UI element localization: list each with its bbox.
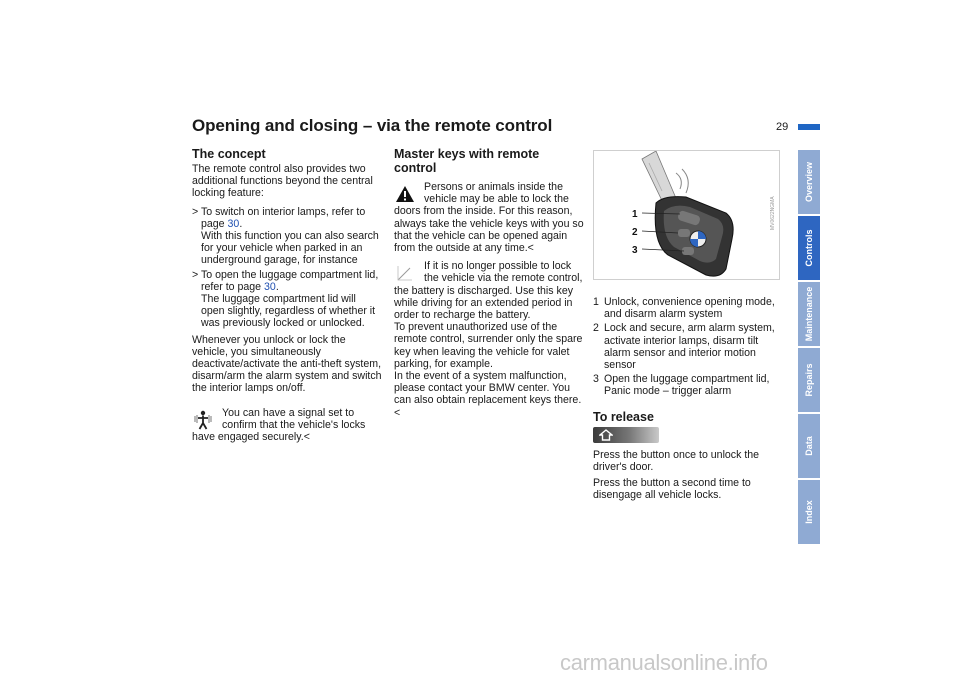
- page-number: 29: [776, 121, 789, 133]
- list-item: [593, 296, 783, 320]
- release-paragraph-2: Press the button a second time to disengage all vehicle locks.: [593, 477, 751, 502]
- tab-index[interactable]: [798, 480, 820, 544]
- tab-label: Maintenance: [804, 286, 814, 342]
- master-keys-heading: Master keys with remote control: [394, 147, 540, 175]
- note-text: You can have a signal set to confirm that the vehicle's locks have engaged securely.<: [192, 406, 366, 444]
- tab-label: Controls: [804, 229, 814, 267]
- house-arrow-icon: [599, 429, 613, 441]
- page-link[interactable]: 30: [227, 217, 240, 230]
- warning-block: [394, 181, 584, 254]
- warning-text: Persons or animals inside the vehicle may be able to lock the doors from the inside. For this reason, always take the vehicle keys with you so that the vehicle can be opened again from the outside at any time.<: [394, 181, 584, 255]
- warning-icon: [394, 183, 416, 205]
- tab-repairs[interactable]: [798, 348, 820, 412]
- list-marker: >: [192, 205, 199, 218]
- note-text: To prevent unauthorized use of the remote control, surrender only the spare key when leaving the vehicle for valet parking, for example.: [394, 321, 583, 370]
- concept-intro: The remote control also provides two additional functions beyond the central locking feature:: [192, 163, 373, 200]
- tab-label: Data: [804, 436, 814, 456]
- item-number: 1: [593, 296, 599, 308]
- release-paragraph-1: Press the button once to unlock the driver's door.: [593, 448, 760, 473]
- list-item: [192, 206, 382, 267]
- item-number: 2: [593, 322, 599, 335]
- master-keys-section: [394, 147, 584, 419]
- item-text: Unlock, convenience opening mode, and disarm alarm system: [604, 296, 775, 321]
- list-subtext: The luggage compartment lid will open slightly, regardless of whether it was previously locked or unlocked.: [201, 293, 376, 330]
- release-heading: To release: [593, 409, 654, 424]
- note-block: [192, 407, 382, 444]
- photo-id: MV0622NGMA: [770, 196, 776, 230]
- callout-1: 1: [632, 209, 638, 220]
- list-item: [593, 373, 783, 397]
- list-text: To open the luggage compartment lid, refer to page: [201, 268, 379, 293]
- unlock-button-symbol: [593, 427, 659, 443]
- list-item: [192, 269, 382, 330]
- watermark: carmanualsonline.info: [560, 650, 768, 675]
- tab-maintenance[interactable]: [798, 282, 820, 346]
- figure-legend: [593, 296, 783, 507]
- item-text: Open the luggage compartment lid, Panic mode – trigger alarm: [604, 373, 770, 398]
- note-block: [394, 260, 584, 419]
- tab-label: Repairs: [804, 363, 814, 397]
- concept-heading: The concept: [192, 147, 266, 161]
- tab-label: Index: [804, 500, 814, 524]
- list-text: To switch on interior lamps, refer to page: [201, 205, 366, 230]
- list-marker: >: [192, 268, 199, 281]
- pencil-note-icon: [394, 262, 416, 284]
- list-text-end: .: [239, 217, 243, 230]
- tab-controls[interactable]: [798, 216, 820, 280]
- callout-3: 3: [632, 245, 638, 256]
- list-item: [593, 322, 783, 371]
- chapter-tabs: [798, 150, 820, 546]
- person-icon: [192, 409, 214, 431]
- list-text-end: .: [275, 280, 279, 293]
- page-title: Opening and closing – via the remote control: [192, 116, 553, 135]
- remote-key-image: [593, 150, 780, 280]
- concept-paragraph: Whenever you unlock or lock the vehicle, you simultaneously deactivate/activate the anti-theft system, disarm/arm the alarm system and switch the interior lamps on/off.: [192, 333, 382, 395]
- item-number: 3: [593, 373, 599, 386]
- note-text: In the event of a system malfunction, please contact your BMW center. You can also obtain replacement keys there.<: [394, 370, 582, 419]
- concept-section: [192, 147, 382, 449]
- list-subtext: With this function you can also search for your vehicle when parked in an underground garage, for instance: [201, 230, 379, 267]
- item-text: Lock and secure, arm alarm system, activate interior lamps, disarm tilt alarm sensor and interior motion sensor: [604, 322, 775, 372]
- tab-label: Overview: [804, 161, 814, 203]
- page-accent-bar: [798, 124, 820, 130]
- note-text: If it is no longer possible to lock the vehicle via the remote control, the battery is discharged. Use this key while driving for an extended period in order to recharge the battery.: [394, 260, 583, 322]
- page-link[interactable]: 30: [264, 280, 276, 293]
- callout-2: 2: [632, 227, 638, 238]
- tab-overview[interactable]: [798, 150, 820, 214]
- tab-data[interactable]: [798, 414, 820, 478]
